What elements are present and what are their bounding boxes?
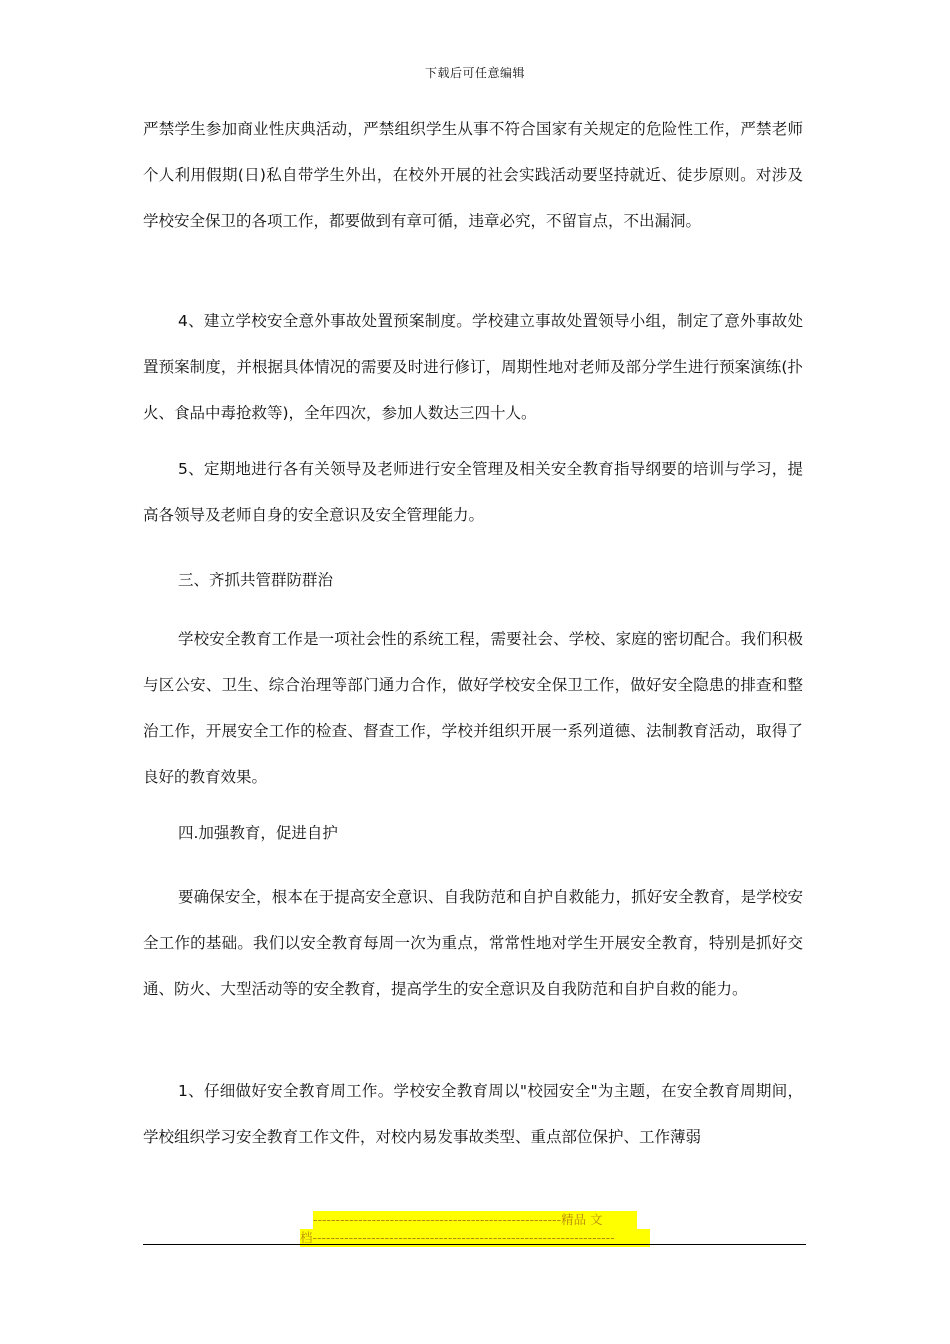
section-heading-4: 四.加强教育，促进自护 xyxy=(178,824,338,842)
body-section xyxy=(143,106,803,244)
paragraph-item-5: 5、定期地进行各有关领导及老师进行安全管理及相关安全教育指导纲要的培训与学习，提高各领导及老师自身的安全意识及安全管理能力。 xyxy=(143,460,803,524)
section-heading-3: 三、齐抓共管群防群治 xyxy=(178,571,334,589)
body-section xyxy=(143,298,803,436)
paragraph-item-1: 1、仔细做好安全教育周工作。学校安全教育周以"校园安全"为主题，在安全教育周期间，学校组织学习安全教育工作文件，对校内易发事故类型、重点部位保护、工作薄弱 xyxy=(143,1082,803,1146)
body-section xyxy=(143,446,803,538)
paragraph-continuation: 严禁学生参加商业性庆典活动，严禁组织学生从事不符合国家有关规定的危险性工作，严禁老师个人利用假期(日)私自带学生外出，在校外开展的社会实践活动要坚持就近、徒步原则。对涉及学校安全保卫的各项工作，都要做到有章可循，违章必究，不留盲点，不出漏洞。 xyxy=(143,120,803,230)
footer-line-1: -------------------------------------------------------精品 文 xyxy=(313,1211,637,1229)
body-section xyxy=(143,1068,803,1160)
paragraph-cooperation: 学校安全教育工作是一项社会性的系统工程，需要社会、学校、家庭的密切配合。我们积极与区公安、卫生、综合治理等部门通力合作，做好学校安全保卫工作，做好安全隐患的排查和整治工作，开展安全工作的检查、督查工作，学校并组织开展一系列道德、法制教育活动，取得了良好的教育效果。 xyxy=(143,630,803,786)
page-header: 下载后可任意编辑 xyxy=(424,66,525,80)
body-section xyxy=(143,616,803,800)
footer-divider xyxy=(143,1244,806,1245)
body-section xyxy=(143,557,803,603)
body-section xyxy=(143,874,803,1012)
footer-line-2: 档------------------------------------------------------------------- xyxy=(300,1229,650,1247)
body-section xyxy=(143,810,803,856)
paragraph-education: 要确保安全，根本在于提高安全意识、自我防范和自护自救能力，抓好安全教育，是学校安全工作的基础。我们以安全教育每周一次为重点，常常性地对学生开展安全教育，特别是抓好交通、防火、大型活动等的安全教育，提高学生的安全意识及自我防范和自护自救的能力。 xyxy=(143,888,803,998)
footer-watermark xyxy=(300,1211,650,1247)
paragraph-item-4: 4、建立学校安全意外事故处置预案制度。学校建立事故处置领导小组，制定了意外事故处置预案制度，并根据具体情况的需要及时进行修订，周期性地对老师及部分学生进行预案演练(扑火、食品中毒抢救等)，全年四次，参加人数达三四十人。 xyxy=(143,312,803,422)
